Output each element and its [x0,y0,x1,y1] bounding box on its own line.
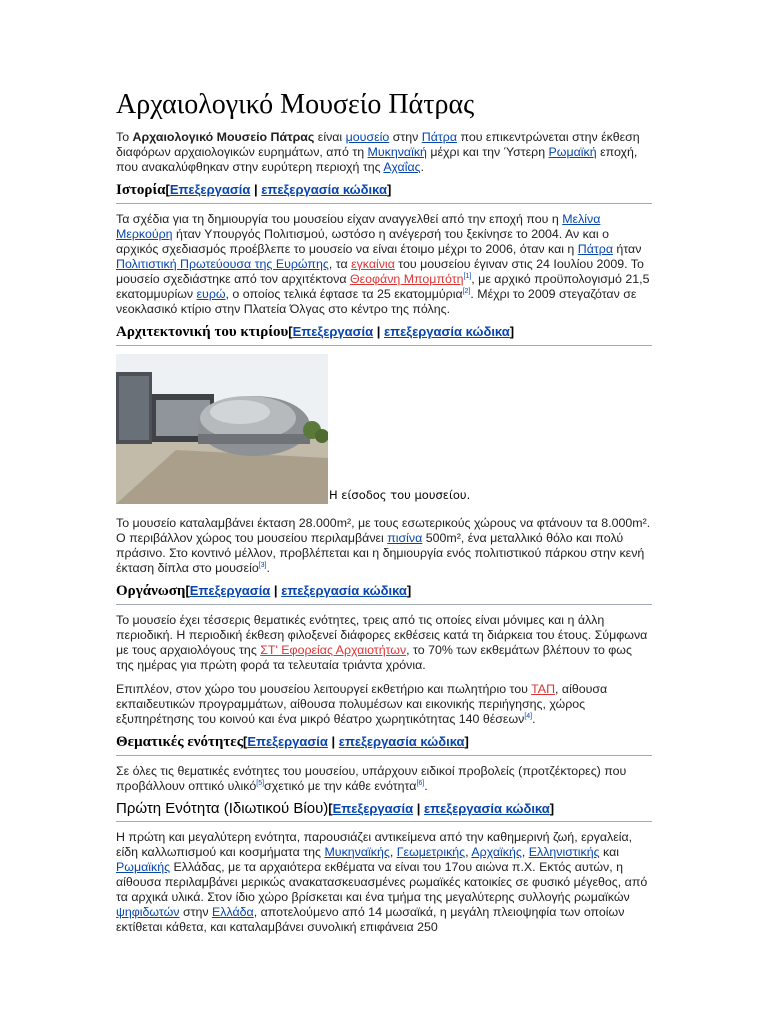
edit-links: [Επεξεργασία | επεξεργασία κώδικα] [165,182,392,197]
link-patra[interactable]: Πάτρα [421,130,457,144]
section-heading-organization [116,582,652,605]
link-roman-period[interactable]: Ρωμαϊκής [116,860,171,874]
link-pool[interactable]: πισίνα [387,531,423,545]
edit-button[interactable]: Επεξεργασία [169,182,251,197]
intro-paragraph: Το Αρχαιολογικό Μουσείο Πάτρας είναι μουσείο στην Πάτρα που επικεντρώνεται στην έκθεση διαφόρων αρχαιολογικών ευρημάτων, από τη Μυκηναϊκή μέχρι και την Ύστερη Ρωμαϊκή εποχή, που ανακαλύφθηκαν στην ευρύτερη περιοχή της Αχαΐας. [116,130,640,174]
heading-architecture: Αρχιτεκτονική του κτιρίου [116,324,289,340]
history-paragraph: Τα σχέδια για τη δημιουργία του μουσείου είχαν αναγγελθεί από την εποχή που η Μελίνα Μερκούρη ήταν Υπουργός Πολιτισμού, ωστόσο η ανέγερσή του ξεκίνησε το 2004. Αν και ο αρχικός σχεδιασμός προέβλεπε το μουσείο να είναι έτοιμο μέχρι το 2006, όταν και η Πάτρα ήταν Πολιτιστική Πρωτεύουσα της Ευρώπης, τα εγκαίνια του μουσείου έγιναν στις 24 Ιουλίου 2009. Το μουσείο σχεδιάστηκε από τον αρχιτέκτονα Θεοφάνη Μπομπότη[1], με αρχικό προϋπολογισμό 21,5 εκατομμυρίων ευρώ, ο οποίος τελικά έφτασε τα 25 εκατομμύρια[2]. Μέχρι το 2009 στεγαζόταν σε νεοκλασικό κτίριο στην Πλατεία Όλγας στο κέντρο της πόλης. [116,212,650,316]
first-unit-paragraph: Η πρώτη και μεγαλύτερη ενότητα, παρουσιάζει αντικείμενα από την καθημερινή ζωή, εργαλεία, είδη καλλωπισμού και κοσμήματα της Μυκηναϊκής, Γεωμετρικής, Αρχαϊκής, Ελληνιστικής και Ρωμαϊκής Ελλάδας, με τα αρχαιότερα εκθέματα να είναι του 17ου αιώνα π.Χ. Εκτός αυτών, η αίθουσα περιλαμβάνει μερικώς ανακατασκευασμένες ρωμαϊκές κατοικίες σε φυσικό μέγεθος, από τα αρχικά υλικά. Στον ίδιο χώρο βρίσκεται και ένα τμήμα της μεγαλύτερης συλλογής ρωμαϊκών ψηφιδωτών στην Ελλάδα, αποτελούμενο από 14 μωσαϊκά, η μεγάλη πλειοψηφία των οποίων εκτίθεται κάθετα, και καταλαμβάνει συνολική επιφάνεια 250 [116,830,648,934]
architecture-paragraph: Το μουσείο καταλαμβάνει έκταση 28.000m², με τους εσωτερικούς χώρους να φτάνουν τα 8.000m². Ο περιβάλλον χώρος του μουσείου περιλαμβάνει πισίνα 500m², ένα μεταλλικό θόλο και πολύ πράσινο. Στο κοντινό μέλλον, προβλέπεται και η δημιουργία ενός πολιτιστικού πάρκου στην κενή έκταση δίπλα στο μουσείο[3]. [116,516,651,575]
edit-source-button[interactable]: επεξεργασία κώδικα [424,801,550,816]
organization-paragraph-2: Επιπλέον, στον χώρο του μουσείου λειτουργεί εκθετήριο και πωλητήριο του ΤΑΠ, αίθουσα εκπαιδευτικών προγραμμάτων, αίθουσα πολυμέσων και εικονικής περιήγησης, χώρος εξυπηρέτησης του κοινού και ένα μικρό θέατρο χωρητικότητας 140 θέσεων[4]. [116,682,608,726]
page-title: Αρχαιολογικό Μουσείο Πάτρας [116,89,475,120]
link-inauguration[interactable]: εγκαίνια [351,257,395,271]
edit-links: [Επεξεργασία | επεξεργασία κώδικα] [288,324,515,339]
edit-links: [Επεξεργασία | επεξεργασία κώδικα] [243,734,469,749]
themes-paragraph: Σε όλες τις θεματικές ενότητες του μουσείου, υπάρχουν ειδικοί προβολείς (προτζέκτορες) που προβάλλουν οπτικό υλικό[5]σχετικό με την κάθε ενότητα[6]. [116,764,627,793]
edit-source-button[interactable]: επεξεργασία κώδικα [281,583,407,598]
image-caption: Η είσοδος του μουσείου. [329,488,471,502]
link-geometric-period[interactable]: Γεωμετρικής [396,845,466,859]
link-hellenistic-period[interactable]: Ελληνιστικής [528,845,600,859]
museum-building-image [116,354,328,504]
edit-button[interactable]: Επεξεργασία [292,324,374,339]
edit-source-button[interactable]: επεξεργασία κώδικα [261,182,387,197]
reference-3[interactable]: [3] [258,561,267,569]
link-ephorate[interactable]: ΣΤ' Εφορείας Αρχαιοτήτων [260,643,407,657]
link-achaia[interactable]: Αχαΐας [383,160,421,174]
reference-5[interactable]: [5] [256,779,265,787]
museum-entrance-photo[interactable] [116,354,328,504]
heading-themes: Θεματικές ενότητες [116,734,244,750]
article [116,0,652,935]
link-tap[interactable]: ΤΑΠ [531,682,556,696]
organization-paragraph-1: Το μουσείο έχει τέσσερις θεματικές ενότητες, τρεις από τις οποίες είναι μόνιμες και η άλλη περιοδική. Η περιοδική έκθεση φιλοξενεί διάφορες εκθέσεις κατά τη διάρκεια του έτους. Σύμφωνα με τους αρχαιολόγους της ΣΤ' Εφορείας Αρχαιοτήτων, το 70% των εκθεμάτων βλέπουν το φως της ημέρας για πρώτη φορά τα τελευταία τριάντα χρόνια. [116,613,648,672]
reference-2[interactable]: [2] [462,287,471,295]
link-roman[interactable]: Ρωμαϊκή [548,145,597,159]
reference-6[interactable]: [6] [416,779,425,787]
link-mycenaean[interactable]: Μυκηναϊκή [367,145,427,159]
link-mosaics[interactable]: ψηφιδωτών [116,905,180,919]
edit-button[interactable]: Επεξεργασία [189,583,271,598]
edit-source-button[interactable]: επεξεργασία κώδικα [338,734,465,749]
heading-history: Ιστορία [116,182,166,198]
link-mycenaean-period[interactable]: Μυκηναϊκής [324,845,390,859]
link-architect[interactable]: Θεοφάνη Μπομπότη [349,272,464,286]
edit-links: [Επεξεργασία | επεξεργασία κώδικα] [328,801,555,816]
edit-button[interactable]: Επεξεργασία [332,801,414,816]
section-heading-architecture [116,323,652,346]
section-heading-themes [116,733,652,756]
edit-links: [Επεξεργασία | επεξεργασία κώδικα] [185,583,412,598]
edit-source-button[interactable]: επεξεργασία κώδικα [384,324,510,339]
section-heading-first-unit [116,800,652,822]
figure [116,354,652,504]
link-euro[interactable]: ευρώ [196,287,226,301]
link-patra[interactable]: Πάτρα [577,242,613,256]
section-heading-history [116,181,652,204]
link-archaic-period[interactable]: Αρχαϊκής [471,845,522,859]
link-greece[interactable]: Ελλάδα [212,905,254,919]
link-cultural-capital[interactable]: Πολιτιστική Πρωτεύουσα της Ευρώπης [116,257,329,271]
heading-organization: Οργάνωση [116,583,186,599]
link-museum[interactable]: μουσείο [345,130,390,144]
article-subject: Αρχαιολογικό Μουσείο Πάτρας [132,130,315,144]
heading-first-unit: Πρώτη Ενότητα (Ιδιωτικού Βίου) [116,800,329,817]
link-melina-merkouri[interactable]: Μελίνα Μερκούρη [116,212,601,241]
edit-button[interactable]: Επεξεργασία [247,734,328,749]
reference-1[interactable]: [1] [463,272,472,280]
reference-4[interactable]: [4] [524,712,533,720]
